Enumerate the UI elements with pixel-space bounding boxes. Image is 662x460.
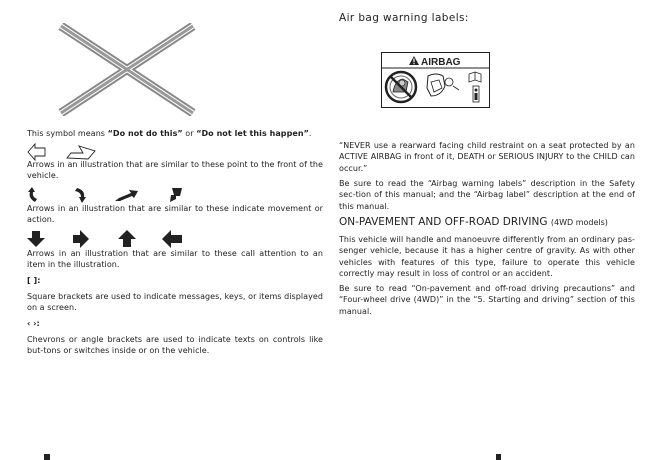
curved-arrow-left-icon: [28, 187, 37, 202]
on-pavement-off-road-heading: ON-PAVEMENT AND OFF-ROAD DRIVING (4WD models): [339, 216, 608, 228]
no-rear-facing-child-seat-icon: [386, 72, 416, 102]
solid-right-arrow-icon: [73, 230, 89, 248]
attention-arrows-description: Arrows in an illustration that are similar to these call attention to an item in the illustration.: [27, 249, 323, 270]
solid-down-arrow-icon: [27, 231, 45, 247]
angle-brackets-symbol: ‹ ›:: [27, 319, 40, 328]
square-brackets-description: Square brackets are used to indicate messages, keys, or items displayed on a screen.: [27, 292, 323, 313]
curved-arrow-right-icon: [75, 188, 86, 203]
solid-up-arrow-icon: [118, 230, 136, 247]
outline-skewed-arrow-icon: [67, 146, 95, 159]
svg-text:AIRBAG: AIRBAG: [421, 57, 461, 68]
angle-brackets-description: Chevrons or angle brackets are used to indicate texts on controls like but-tons or switches inside or on the vehicle.: [27, 335, 323, 356]
do-not-symbol-description: This symbol means “Do not do this” or “Do not let this happen”.: [27, 129, 312, 138]
airbag-warning-quote: “NEVER use a rearward facing child restraint on a seat protected by an ACTIVE AIRBAG in front of it, DEATH or SERIOUS INJURY to the CHILD can occur.”: [339, 141, 635, 173]
attention-arrows-icons: [27, 230, 187, 248]
front-arrows-description: Arrows in an illustration that are similar to these point to the front of the vehicle.: [27, 160, 323, 181]
right-page-corner-marker: [496, 454, 501, 460]
movement-arrows-icons: [27, 186, 187, 204]
square-brackets-symbol: [ ]:: [27, 276, 41, 285]
vehicle-handling-paragraph: This vehicle will handle and manoeuvre differently from an ordinary pas-senger vehicle, because it has a higher centre of gravity. As with other vehicles with features of this type, failure to operate this vehicle correctly may result in loss of control or an accident.: [339, 235, 635, 278]
bent-arrow-icon: [170, 188, 182, 202]
airbag-labels-title: Air bag warning labels:: [339, 12, 469, 24]
left-page-corner-marker: [44, 454, 50, 460]
movement-arrows-description: Arrows in an illustration that are similar to these indicate movement or action.: [27, 204, 323, 225]
airbag-read-instructions: Be sure to read the “Airbag warning labels” description in the Safety sec-tion of this manual; and the “Airbag label” description at the end of this manual.: [339, 179, 635, 211]
outline-left-arrow-icon: [28, 144, 45, 160]
do-not-symbol-cross: [57, 23, 197, 116]
driving-precautions-reference: Be sure to read “On-pavement and off-road driving precautions” and “Four-wheel drive (4WD)” in the “5. Starting and driving” section of this manual.: [339, 284, 635, 316]
diagonal-arrow-icon: [115, 190, 138, 201]
airbag-warning-label-image: [381, 52, 490, 108]
solid-left-arrow-icon: [162, 230, 182, 248]
